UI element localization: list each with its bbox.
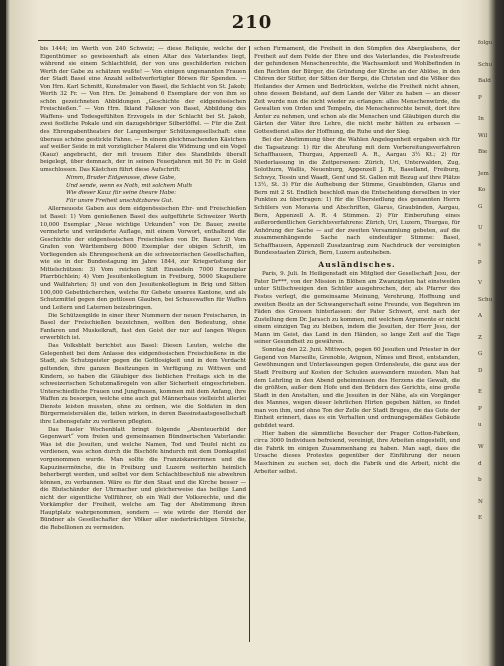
left-paragraphs-after [40,206,246,532]
edge-fragment: Z [478,334,482,341]
edge-fragment: Jem [478,170,489,177]
poem-line: Nimm, Bruder Eidgenosse, diese Gabe, [66,175,176,182]
left-paragraph: Die Schützengilde in einer ihrer Nummern der neuen Freischaren, in Basel der Freischießen bezeichnen, wollten den Bedeutung, ohne Fanfaren und Muskelkraft, fast den Geist der nur auf langen Wegen erwerblich ist. [40,312,246,342]
left-paragraph: Allerneueste Gaben aus dem eidgenössischen Ehr- und Freischießen ist Basel: 1) Vom genießenen Basel des aufgeführte Schweizer Werth 10,000 Exemplar „Neue wichtige Urkunden“ von Dr. Bauer, zweite vermehrte und veränderte Auflage, mit einem Vorwort, enthaltend die Geschichte der eidgenössischen Freischießen von Dr. Bauer. 2) Vom Grafen von Württemberg 8000 Exemplar der obigen Schrift, im Vorliegenden als Ehrengeschenk an die schweizerischen Gesellschaften, wie sie in der Bundestagung im Jahre 1844, zur Kriegsrüstung der Mittelschützen: 3) Vom reichen Stift Einsiedeln 7000 Exemplar Pfarrbüchlein; 4) Vom Jesuitenkollegium in Freiburg, 5000 Skapuliere und Wallfahrten; 5) und von den Jesuitenkollegium in Brig und Sitten 100,000 Gebetbücherchen, welche für Gebete unseres Kantone, und als Schutzmittel gegen den gottlosen Glauben, bei Schusswaffen für Waffen und Leitern und Laternen beizubringen. [40,206,246,311]
edge-fragment: U [478,225,483,232]
edge-fragment: Bald [478,78,491,85]
edge-fragment: u [478,422,482,429]
book-binding-edge [0,0,6,666]
poem-line: Und sende, wenn es Noth, mit solchem Muth [66,182,193,189]
edge-fragment: Wil [478,132,488,139]
edge-fragment: P [478,405,482,412]
header-rule [38,40,460,41]
edge-fragment: A [478,313,483,320]
right-paragraph: Paris, 9. Juli. In Heiligenstadt ein Mitglied der Gesellschaft Jesu, der Pater Dr***, von der Mission in Blöhen am Zwanzigsten hat einstweilen unter Stillschweigen den Schüler ausgebrochen, der, als Pfarrer des Festes verlegt, die gemeinsame Meinung, Verehrung, Hoffnung und zweiten Besitz an der Schwangerschaft seine Freunde, von Begehren im Fäden des Grossen hinterlassen: der Pater Schwert, erst nach der Zustellung dem Dr. Jarasch zu kommen, mit welchem Argumente er nicht einem einzigen Tag zu bleiben, indem die Jesuiten, der Herr Jesu, der Mann im Geist, das Land in den Händen, so lange Zeit auf die Tage seiner Gesundheit zu gewähren. [254,271,460,346]
dedication-poem [66,175,246,205]
edge-fragment: folgu [478,40,493,46]
edge-fragment: P [478,94,482,101]
edge-fragment: p [478,258,482,265]
right-paragraph: Bei der Abstimmung über die Wahlen Angelegenheit ergaben sich für die Tagsatzung: 1) für die Abrufung mit dem Vorbereitungsverfahren Schaffhausen, Thurgau, Appenzell A. R., Aargau 3½ Kt.; 2) für Niederlassung in die Zeitpersonen: Zürich, Uri, Unterwalden, Zug, Solothurn, Wallis, Neuenburg, Appenzell J. R., Baselland, Freiburg, Schwyz, Tessin und Waadt, Genf und St. Gallen mit Bezug auf ihre Plätze 13½, St. 3) Für die Aufhebung der Stimme, Graubünden, Glarus und Bern mit 2 St. Endlich beschloß man die Entscheidung derselben in vier Punkten zu übertragen: 1) für die Übersiedlung des genannten Herrn Schülers von Moravia und Abschriften, Glarus, Graubünden, Aargau, Bern, Appenzell A. R. 4 Stimmen. 2) Für Einberufung eines außerordentlichen Gerichtsverfahrens: Zürich, Uri, Luzern, Thurgau, für Anhörung der Sache — auf der zweiten Versammlung gebeten, auf die zusammenhängende Sache nach eindeutiger Stimme: Basel, Schaffhausen, Appenzell Zusatzantrag zum Nachdruck der vereinigten Bundesstaaten Zürich, Bern, Luzern aufzuheben. [254,137,460,257]
right-paragraph: Sonntag den 22. Juni. Mittwoch, gegen 60 Jesuiten und Priester in der Gegend von Marseille, Grenoble, Avignon, Nîmes und Brest, entstanden, Gewöhnungen und Unterlassungen gegen Ordensleute, die ganz aus der Stadt Freiburg auf Kosten der Schulen auswandern mussten. Man hat dem Lehrling in den Abend geheimnissen des Herzens die Gewalt, die die größten, außer dem Hofe und den Brüdern des Gerichts, eine große Stadt in den Anstalten, und die Jesuiten in der Nähe, als ein Vorgänger des Mannes, wegen dieser lehrlichen Hirten gegeben hätten, so findet man von ihm, und ohne Ton der Zelle der Stadt Bruges, die das Gute der Einheit erinnert, dass es ein Verhalten und ordnungsgemäßes Gebäude gebildet ward. [254,347,460,429]
edge-fragment: D [478,367,483,374]
left-column [40,46,246,533]
edge-fragment: Schu [478,296,493,303]
edge-fragment: In [478,116,484,123]
edge-fragment: G [478,351,483,358]
left-paragraph: Das Volksblatt berichtet aus Basel: Diesen Leuten, welche die Gelegenheit bei dem Anlasse des eidgenössischen Freischießens in die Stadt, als Schutzgeister gegen die Gottlosigkeit und in dem Verdacht geltenden, ihre ganzen Besitzungen in Verfügung zu Wittwen und Kindern, so haben die Gläubiger des lieblichen Freitags sich in die schweizerischen Schutzmaßregeln von aller Sicherheit eingeschrieben. Unterschiedliche Frauen und Jungfrauen, kommen mit dem Anfang, ihre Waffen zu besorgen, welche eine auch gut Männerhaus vielleicht allerlei Dienste leisten mussten, ohne zu ordnen, wie die Soldaten in den Bürgermeistersälen die, teilen wirken, in deren Bassinstaatsgesellschaft ihre Lebensgefahr zu verlieren pflegten. [40,343,246,425]
adjacent-page-edge [478,40,494,640]
page-number: 210 [231,12,273,33]
edge-fragment: G [478,203,483,210]
section-heading-auslaendisches: Ausländisches. [318,259,396,269]
edge-fragment: Bie [478,149,488,156]
poem-line: Wie dieser Kauz für seine theure Habe: [66,190,177,197]
edge-fragment: Schu [478,61,493,68]
edge-fragment: V [478,280,483,287]
edge-fragment: b [478,477,482,484]
edge-fragment: W [478,444,484,451]
left-paragraph: Das Basler Wochenblatt bringt folgende „Abenteuerbild der Gegenwart“ vom freien und gemeinsamen Bündnerischen Vaterlande: Was ist die Jesuiten, und welche Namen, Tod und Teufel nicht zu verdienen, was schon durch die Bischöfe hindurch mit dem Domkapitel vorgenommen wurde. Man sollte die Franziskanerinnen und die Kapuzinermönche, die in Freiburg und Luzern weiterhin heimlich beherbergt werden, und selbst vor dem Schlachtbeschluß nie abwehren können, zu verbannen. Wäre es für den Staat und die Kirche besser — die Blutschänder der Uhrmacher und gleicherweise das heilige Land nicht der eigentliche Vollführer, ob ein Wall der Volksrechte, und die Vorkämpfer der Freiheit, welche am Tag der Abstimmung ihren Hauptplatz wahrgenommen, sondern — wie würde der Herold der Bündner als Gesellschafter der Völker aller niederträchtigen Streiche, die Rebellionen zu vermeiden. [40,426,246,531]
edge-fragment: N [478,498,483,505]
edge-fragment: E [478,389,483,396]
edge-fragment: d [478,460,482,467]
right-paragraph: Hier haben die sämmtliche Besucher der Prager Cotton-Fabriken, circa 3000 Individuen befreiend, vereinigt, ihre Arbeiten eingestellt, und die Fabrik im einigen Zusammenhang zu haben. Man sagt, dass die Ursache dieses Protestes gegenüber der Einführung der neuen Maschinen zu suchen sei, doch die Fabrik und die Arbeit, nicht die Arbeiter selbst. [254,430,460,475]
left-paragraphs [40,46,246,174]
edge-fragment: s [478,242,481,249]
poem-line: Für unsre Freiheit unschätzbares Gut. [66,197,174,204]
right-column [254,46,460,477]
edge-fragment: E [478,515,483,522]
column-divider [249,46,250,642]
edge-fragment: Ko [478,187,486,194]
right-paragraph: schen Firmament, die Freiheit in den Sümpfen des Aberglaubens, der Freiheit auf dem Felde der Ehre und des Vaterlandes, die Festesfreude der gefundenen Menschenrechte, die Wachsamkeit und Wohlbefinden in den Rechten der Bürger, die Gründung der Kirche an der Ablöse, in den Chören der Stifter, der Sitten der Berge, die Christen und die Völker des Heilandes der Armen und Bedrückten, welche die Freiheit nicht ahnen, ohne dessen Beistand, auf dem Lande der Väter zu haben — an dieser Zeit wurde nun die nicht wieder zu erlangen: alles Menschenwürde, die Gewalten von Orden und Tempeln, die Menschenrechte bereit, dort ihre Ämter zu nehmen, und schon als die Menschen und Gläubigen durch die Gärten der Väter ihre Lehre, die nicht mehr hätten zu erbauen — Gottesdienst alles der Hoffnung, die Ruhe und der Sieg. [254,46,460,136]
left-paragraph: bis 1444; im Werth von 240 Schweiz; — diese Reliquie, welche der Eigenthümer so gewissenhaft als einen Altar des Vaterlandes liegt, während sie einem Schlachtfeld, der von uns geschilderten reichen Werth der Gabe zu schätzen wußte! — Von einigen ungenannten Frauen der Stadt Basel eine Anzahl selbstverfertigter Börsen für Spenden. — Von Hrn. Karl Schmitt, Kunstmaler von Basel, die Schlacht von St. Jakob; Werth 32 Fr. — Von Hrn. Dr. Jeinabend 6 Exemplare der von ihm so schön gezeichneten Abbildungen „Geschichte der eidgenössischen Freischießen.“ — Von Hrn. Ikland Falkner von Basel, Abbildung des Waffens- und Todesgefühlten Erzvogels in der Schlacht bei St. Jakob, zwei festliche Pokale und ein dazugehöriger Silberlöffel. — Für die Zeit des Ehrengabentheaters der Langenberger Schützengesellschaft: eine überaus schöne gestickte Fahne. — In einem gleichmachenden Kästchen auf weißer Seide in mit vorzüglicher Malerei die Widmung und ein Vogel (Kauz) angebracht, der mit treuem Eifer des Standbilds überall beigelegt, über demnach, der in seinen Feuerjahren mit 50 Fr. in Gold umschlossen. Das Kästchen führt diese Aufschrift: [40,46,246,173]
